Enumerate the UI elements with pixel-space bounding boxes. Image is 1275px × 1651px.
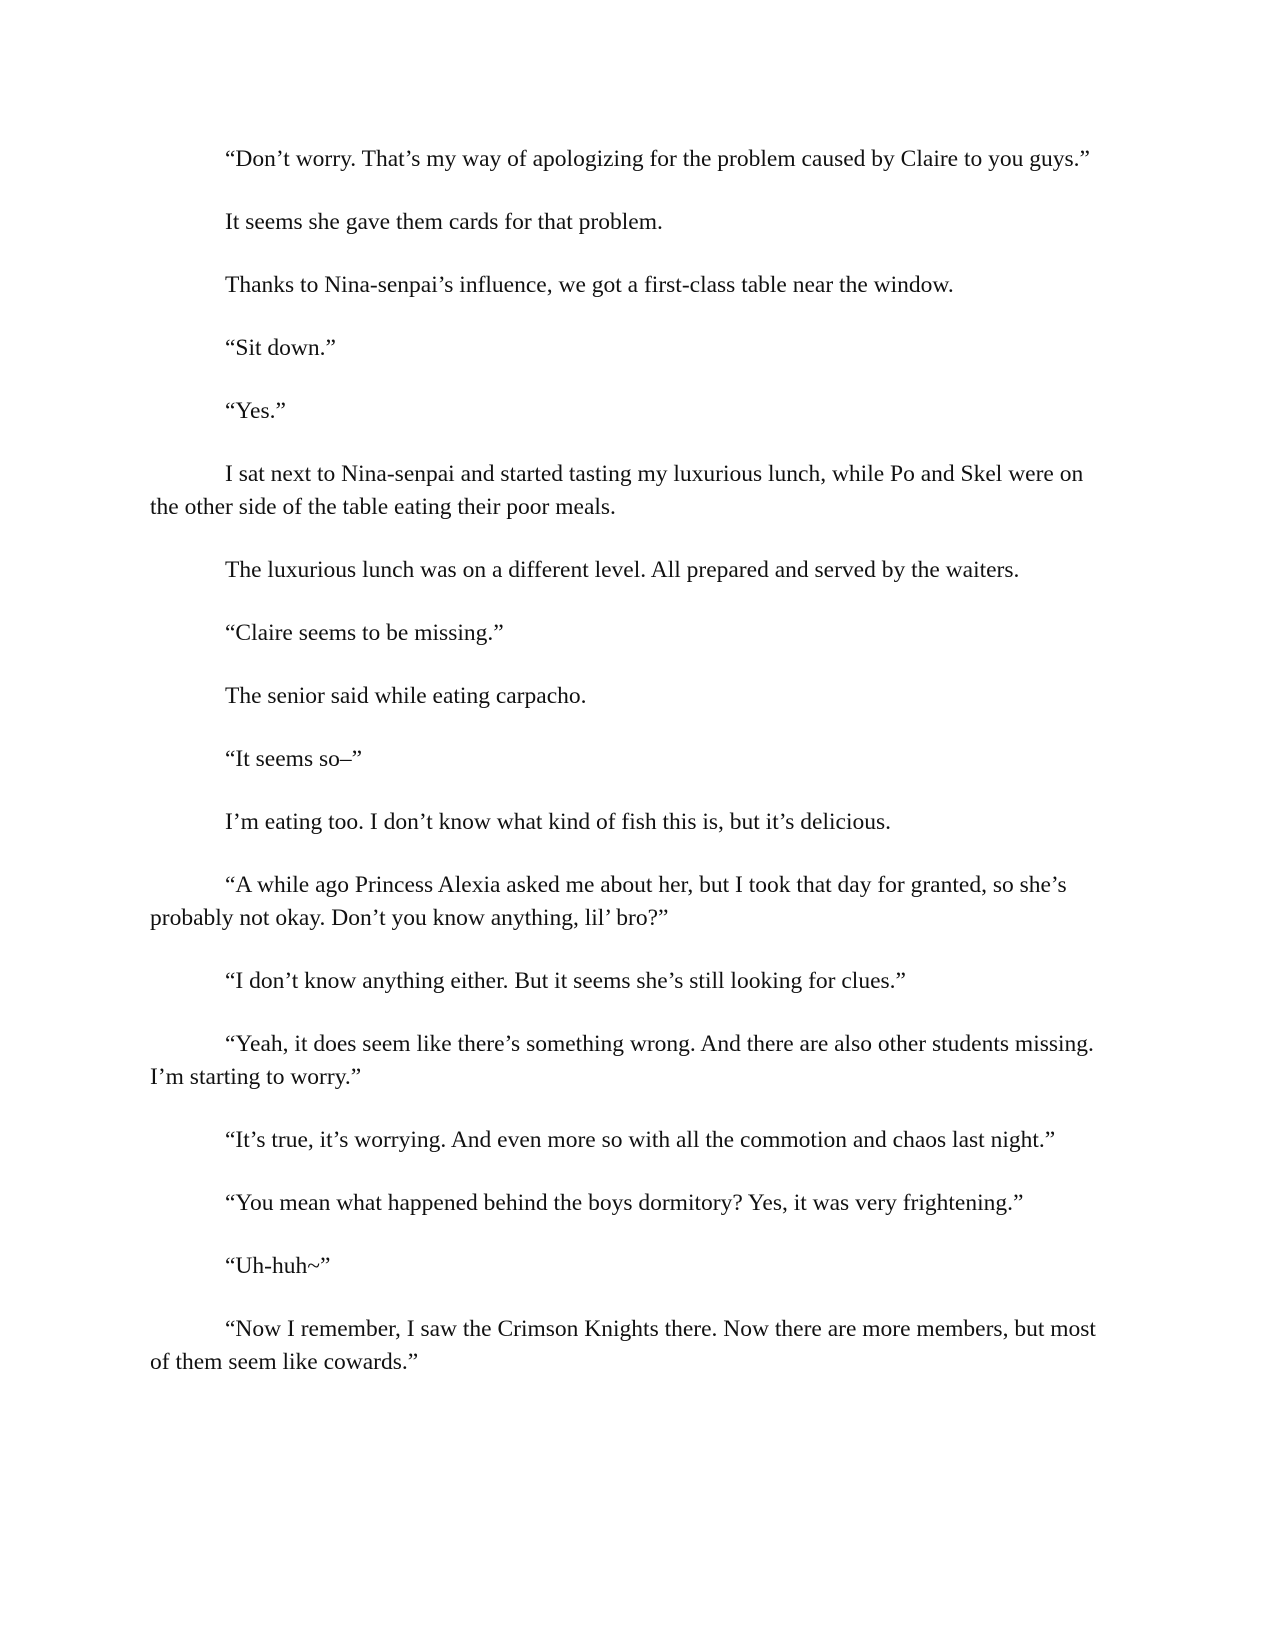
paragraph: “A while ago Princess Alexia asked me about her, but I took that day for granted, so she’s probably not okay. Don’t you know anything, lil’ bro?” bbox=[150, 872, 1067, 931]
paragraph: “Don’t worry. That’s my way of apologizing for the problem caused by Claire to you guys.” bbox=[225, 146, 1090, 172]
paragraph: “Claire seems to be missing.” bbox=[225, 620, 504, 646]
paragraph: “I don’t know anything either. But it seems she’s still looking for clues.” bbox=[225, 968, 906, 994]
paragraph: The luxurious lunch was on a different level. All prepared and served by the waiters. bbox=[225, 557, 1020, 583]
paragraph: I sat next to Nina-senpai and started tasting my luxurious lunch, while Po and Skel were on the other side of the table eating their poor meals. bbox=[150, 461, 1084, 520]
paragraph: “Now I remember, I saw the Crimson Knights there. Now there are more members, but most of them seem like cowards.” bbox=[150, 1316, 1096, 1375]
paragraph: “Uh-huh~” bbox=[225, 1253, 331, 1279]
paragraph: Thanks to Nina-senpai’s influence, we got a first-class table near the window. bbox=[225, 272, 954, 298]
paragraph: “It seems so–” bbox=[225, 746, 363, 772]
paragraph: “Sit down.” bbox=[225, 335, 336, 361]
paragraph: “Yes.” bbox=[225, 398, 286, 424]
paragraph: “It’s true, it’s worrying. And even more so with all the commotion and chaos last night.” bbox=[225, 1127, 1056, 1153]
paragraph: It seems she gave them cards for that problem. bbox=[225, 209, 663, 235]
body-text bbox=[150, 143, 1110, 1409]
paragraph: The senior said while eating carpacho. bbox=[225, 683, 587, 709]
paragraph: “Yeah, it does seem like there’s something wrong. And there are also other students missing. I’m starting to worry.” bbox=[150, 1031, 1094, 1090]
paragraph: I’m eating too. I don’t know what kind of fish this is, but it’s delicious. bbox=[225, 809, 891, 835]
paragraph: “You mean what happened behind the boys dormitory? Yes, it was very frightening.” bbox=[225, 1190, 1024, 1216]
